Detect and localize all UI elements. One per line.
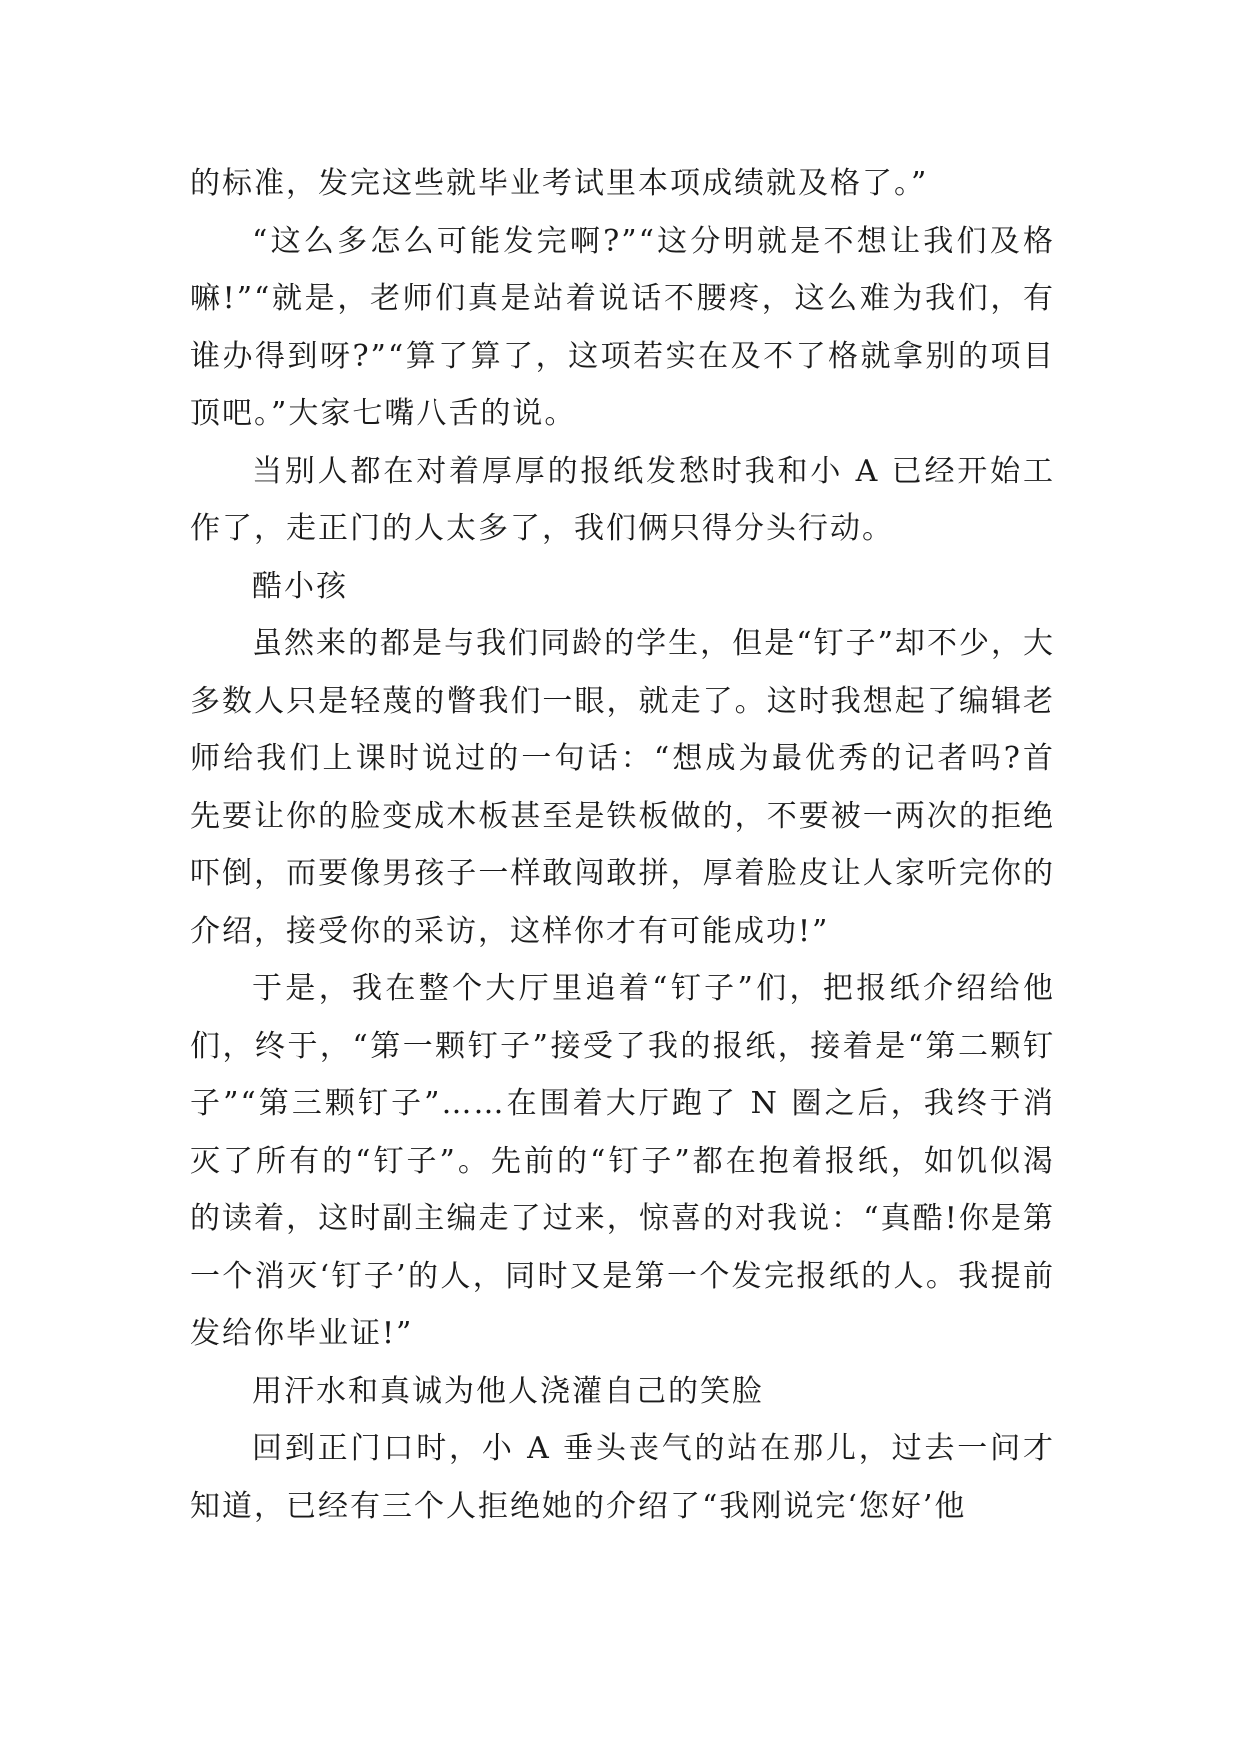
paragraph: 虽然来的都是与我们同龄的学生，但是“钉子”却不少，大多数人只是轻蔑的瞥我们一眼，就走了。这时我想起了编辑老师给我们上课时说过的一句话：“想成为最优秀的记者吗?首先要让你的脸变成木板甚至是铁板做的，不要被一两次的拒绝吓倒，而要像男孩子一样敢闯敢拼，厚着脸皮让人家听完你的介绍，接受你的采访，这样你才有可能成功!”	[190, 626, 1055, 949]
paragraph: 当别人都在对着厚厚的报纸发愁时我和小 A 已经开始工作了，走正门的人太多了，我们俩只得分头行动。	[190, 453, 1055, 546]
section-heading: 酷小孩	[252, 568, 348, 604]
paragraph-continuation: 的标准，发完这些就毕业考试里本项成绩就及格了。”	[190, 166, 929, 201]
document-body	[190, 155, 1055, 1535]
paragraph: 回到正门口时，小 A 垂头丧气的站在那儿，过去一问才知道，已经有三个人拒绝她的介绍了“我刚说完‘您好’他	[190, 1431, 1055, 1524]
paragraph: “这么多怎么可能发完啊?”“这分明就是不想让我们及格嘛!”“就是，老师们真是站着说话不腰疼，这么难为我们，有谁办得到呀?”“算了算了，这项若实在及不了格就拿别的项目顶吧。”大家七嘴八舌的说。	[190, 223, 1055, 431]
section-heading: 用汗水和真诚为他人浇灌自己的笑脸	[252, 1373, 764, 1409]
paragraph: 于是，我在整个大厅里追着“钉子”们，把报纸介绍给他们，终于，“第一颗钉子”接受了我的报纸，接着是“第二颗钉子”“第三颗钉子”……在围着大厅跑了 N 圈之后，我终于消灭了所有的“钉子”。先前的“钉子”都在抱着报纸，如饥似渴的读着，这时副主编走了过来，惊喜的对我说：“真酷!你是第一个消灭‘钉子’的人，同时又是第一个发完报纸的人。我提前发给你毕业证!”	[190, 971, 1055, 1351]
